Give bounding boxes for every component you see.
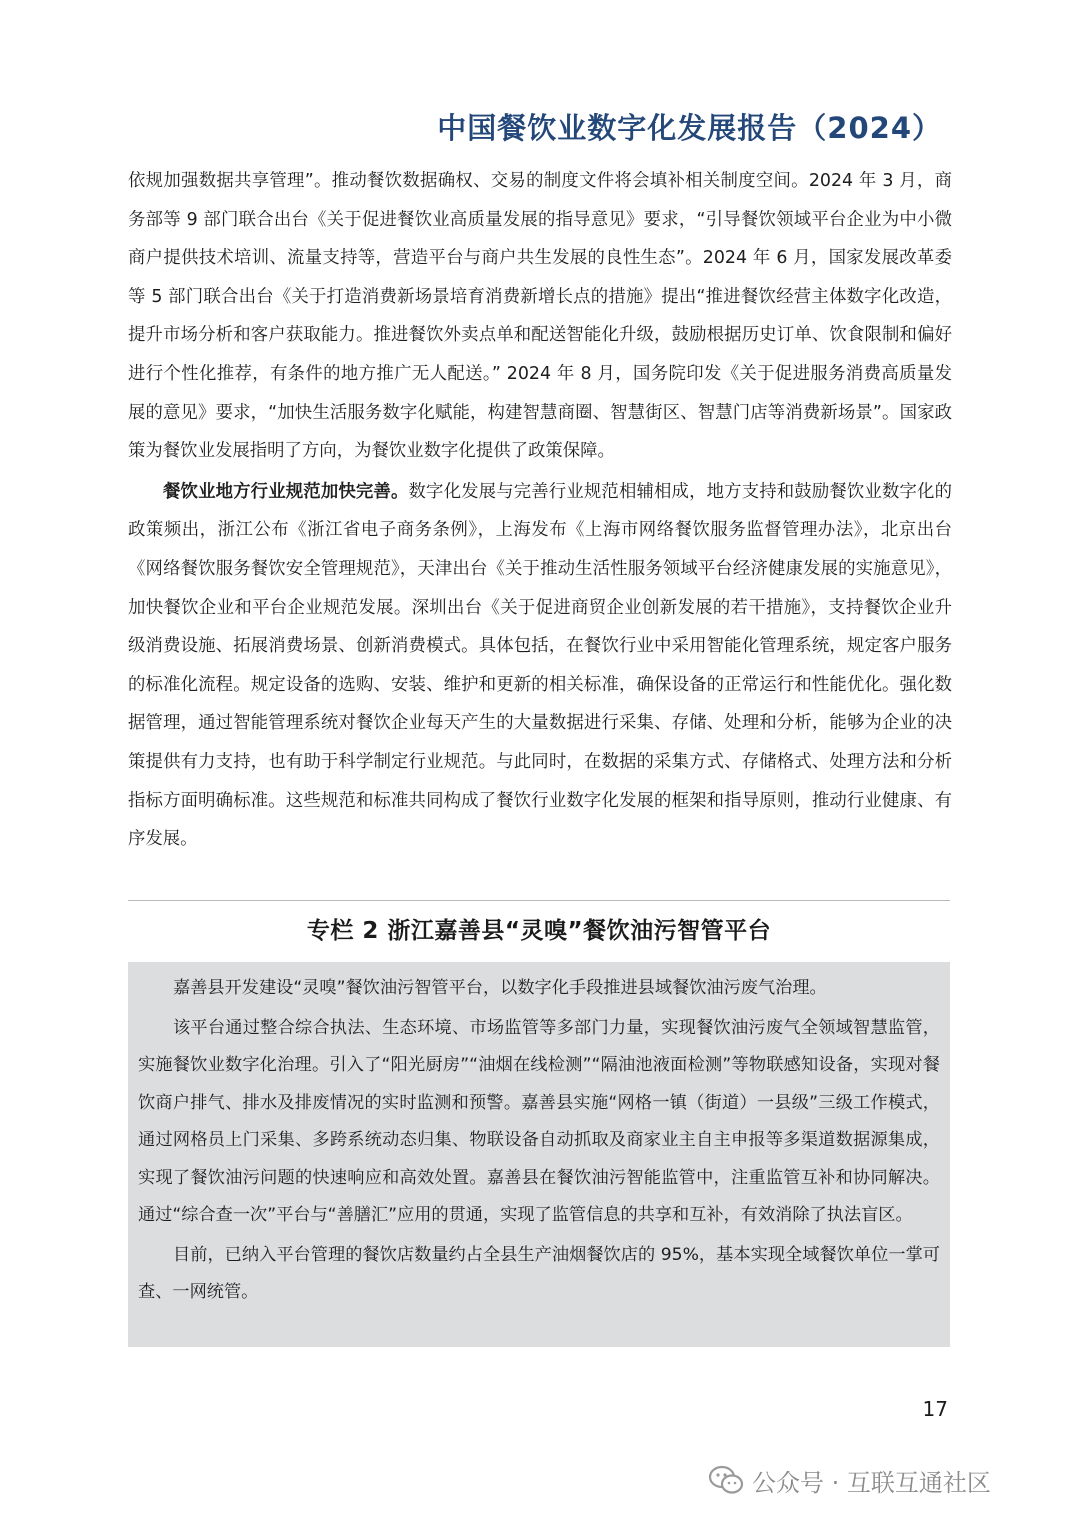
paragraph-local-regulation: [128, 473, 952, 859]
watermark: [708, 1463, 991, 1498]
paragraph-body: 数字化发展与完善行业规范相辅相成，地方支持和鼓励餐饮业数字化的政策频出，浙江公布《浙江省电子商务条例》，上海发布《上海市网络餐饮服务监督管理办法》，北京出台《网络餐饮服务餐饮安全管理规范》，天津出台《关于推动生活性服务领域平台经济健康发展的实施意见》，加快餐饮企业和平台企业规范发展。深圳出台《关于促进商贸企业创新发展的若干措施》，支持餐饮企业升级消费设施、拓展消费场景、创新消费模式。具体包括，在餐饮行业中采用智能化管理系统，规定客户服务的标准化流程。规定设备的选购、安装、维护和更新的相关标准，确保设备的正常运行和性能优化。强化数据管理，通过智能管理系统对餐饮企业每天产生的大量数据进行采集、存储、处理和分析，能够为企业的决策提供有力支持，也有助于科学制定行业规范。与此同时，在数据的采集方式、存储格式、处理方法和分析指标方面明确标准。这些规范和标准共同构成了餐饮行业数字化发展的框架和指导原则，推动行业健康、有序发展。: [128, 481, 952, 850]
wechat-icon: [708, 1465, 744, 1497]
column-paragraph: 目前，已纳入平台管理的餐饮店数量约占全县生产油烟餐饮店的 95%，基本实现全域餐饮单位一掌可查、一网统管。: [138, 1244, 940, 1302]
section-divider: [128, 900, 950, 901]
report-title: 中国餐饮业数字化发展报告（2024）: [437, 111, 942, 145]
paragraph-lead: 餐饮业地方行业规范加快完善。: [163, 481, 409, 502]
column-paragraph: 嘉善县开发建设“灵嗅”餐饮油污智管平台，以数字化手段推进县域餐饮油污废气治理。: [173, 978, 827, 998]
paragraph-policy: 依规加强数据共享管理”。推动餐饮数据确权、交易的制度文件将会填补相关制度空间。2024 年 3 月，商务部等 9 部门联合出台《关于促进餐饮业高质量发展的指导意见》要求，“引导餐饮领域平台企业为中小微商户提供技术培训、流量支持等，营造平台与商户共生发展的良性生态”。2024 年 6 月，国家发展改革委等 5 部门联合出台《关于打造消费新场景培育消费新增长点的措施》提出“推进餐饮经营主体数字化改造，提升市场分析和客户获取能力。推进餐饮外卖点单和配送智能化升级，鼓励根据历史订单、饮食限制和偏好进行个性化推荐，有条件的地方推广无人配送。” 2024 年 8 月，国务院印发《关于促进服务消费高质量发展的意见》要求，“加快生活服务数字化赋能，构建智慧商圈、智慧街区、智慧门店等消费新场景”。国家政策为餐饮业发展指明了方向，为餐饮业数字化提供了政策保障。: [128, 171, 952, 462]
column-box-title: 专栏 2 浙江嘉善县“灵嗅”餐饮油污智管平台: [306, 918, 772, 944]
body-text: [128, 162, 952, 861]
watermark-text: 公众号 · 互联互通社区: [752, 1469, 991, 1497]
column-paragraph: 该平台通过整合综合执法、生态环境、市场监管等多部门力量，实现餐饮油污废气全领域智慧监管，实施餐饮业数字化治理。引入了“阳光厨房”“油烟在线检测”“隔油池液面检测”等物联感知设备，实现对餐饮商户排气、排水及排废情况的实时监测和预警。嘉善县实施“网格一镇（街道）一县级”三级工作模式，通过网格员上门采集、多跨系统动态归集、物联设备自动抓取及商家业主自主申报等多渠道数据源集成，实现了餐饮油污问题的快速响应和高效处置。嘉善县在餐饮油污智能监管中，注重监管互补和协同解决。通过“综合查一次”平台与“善膳汇”应用的贯通，实现了监管信息的共享和互补，有效消除了执法盲区。: [138, 1017, 940, 1225]
column-box: [128, 962, 950, 1347]
page-number: 17: [922, 1397, 948, 1421]
